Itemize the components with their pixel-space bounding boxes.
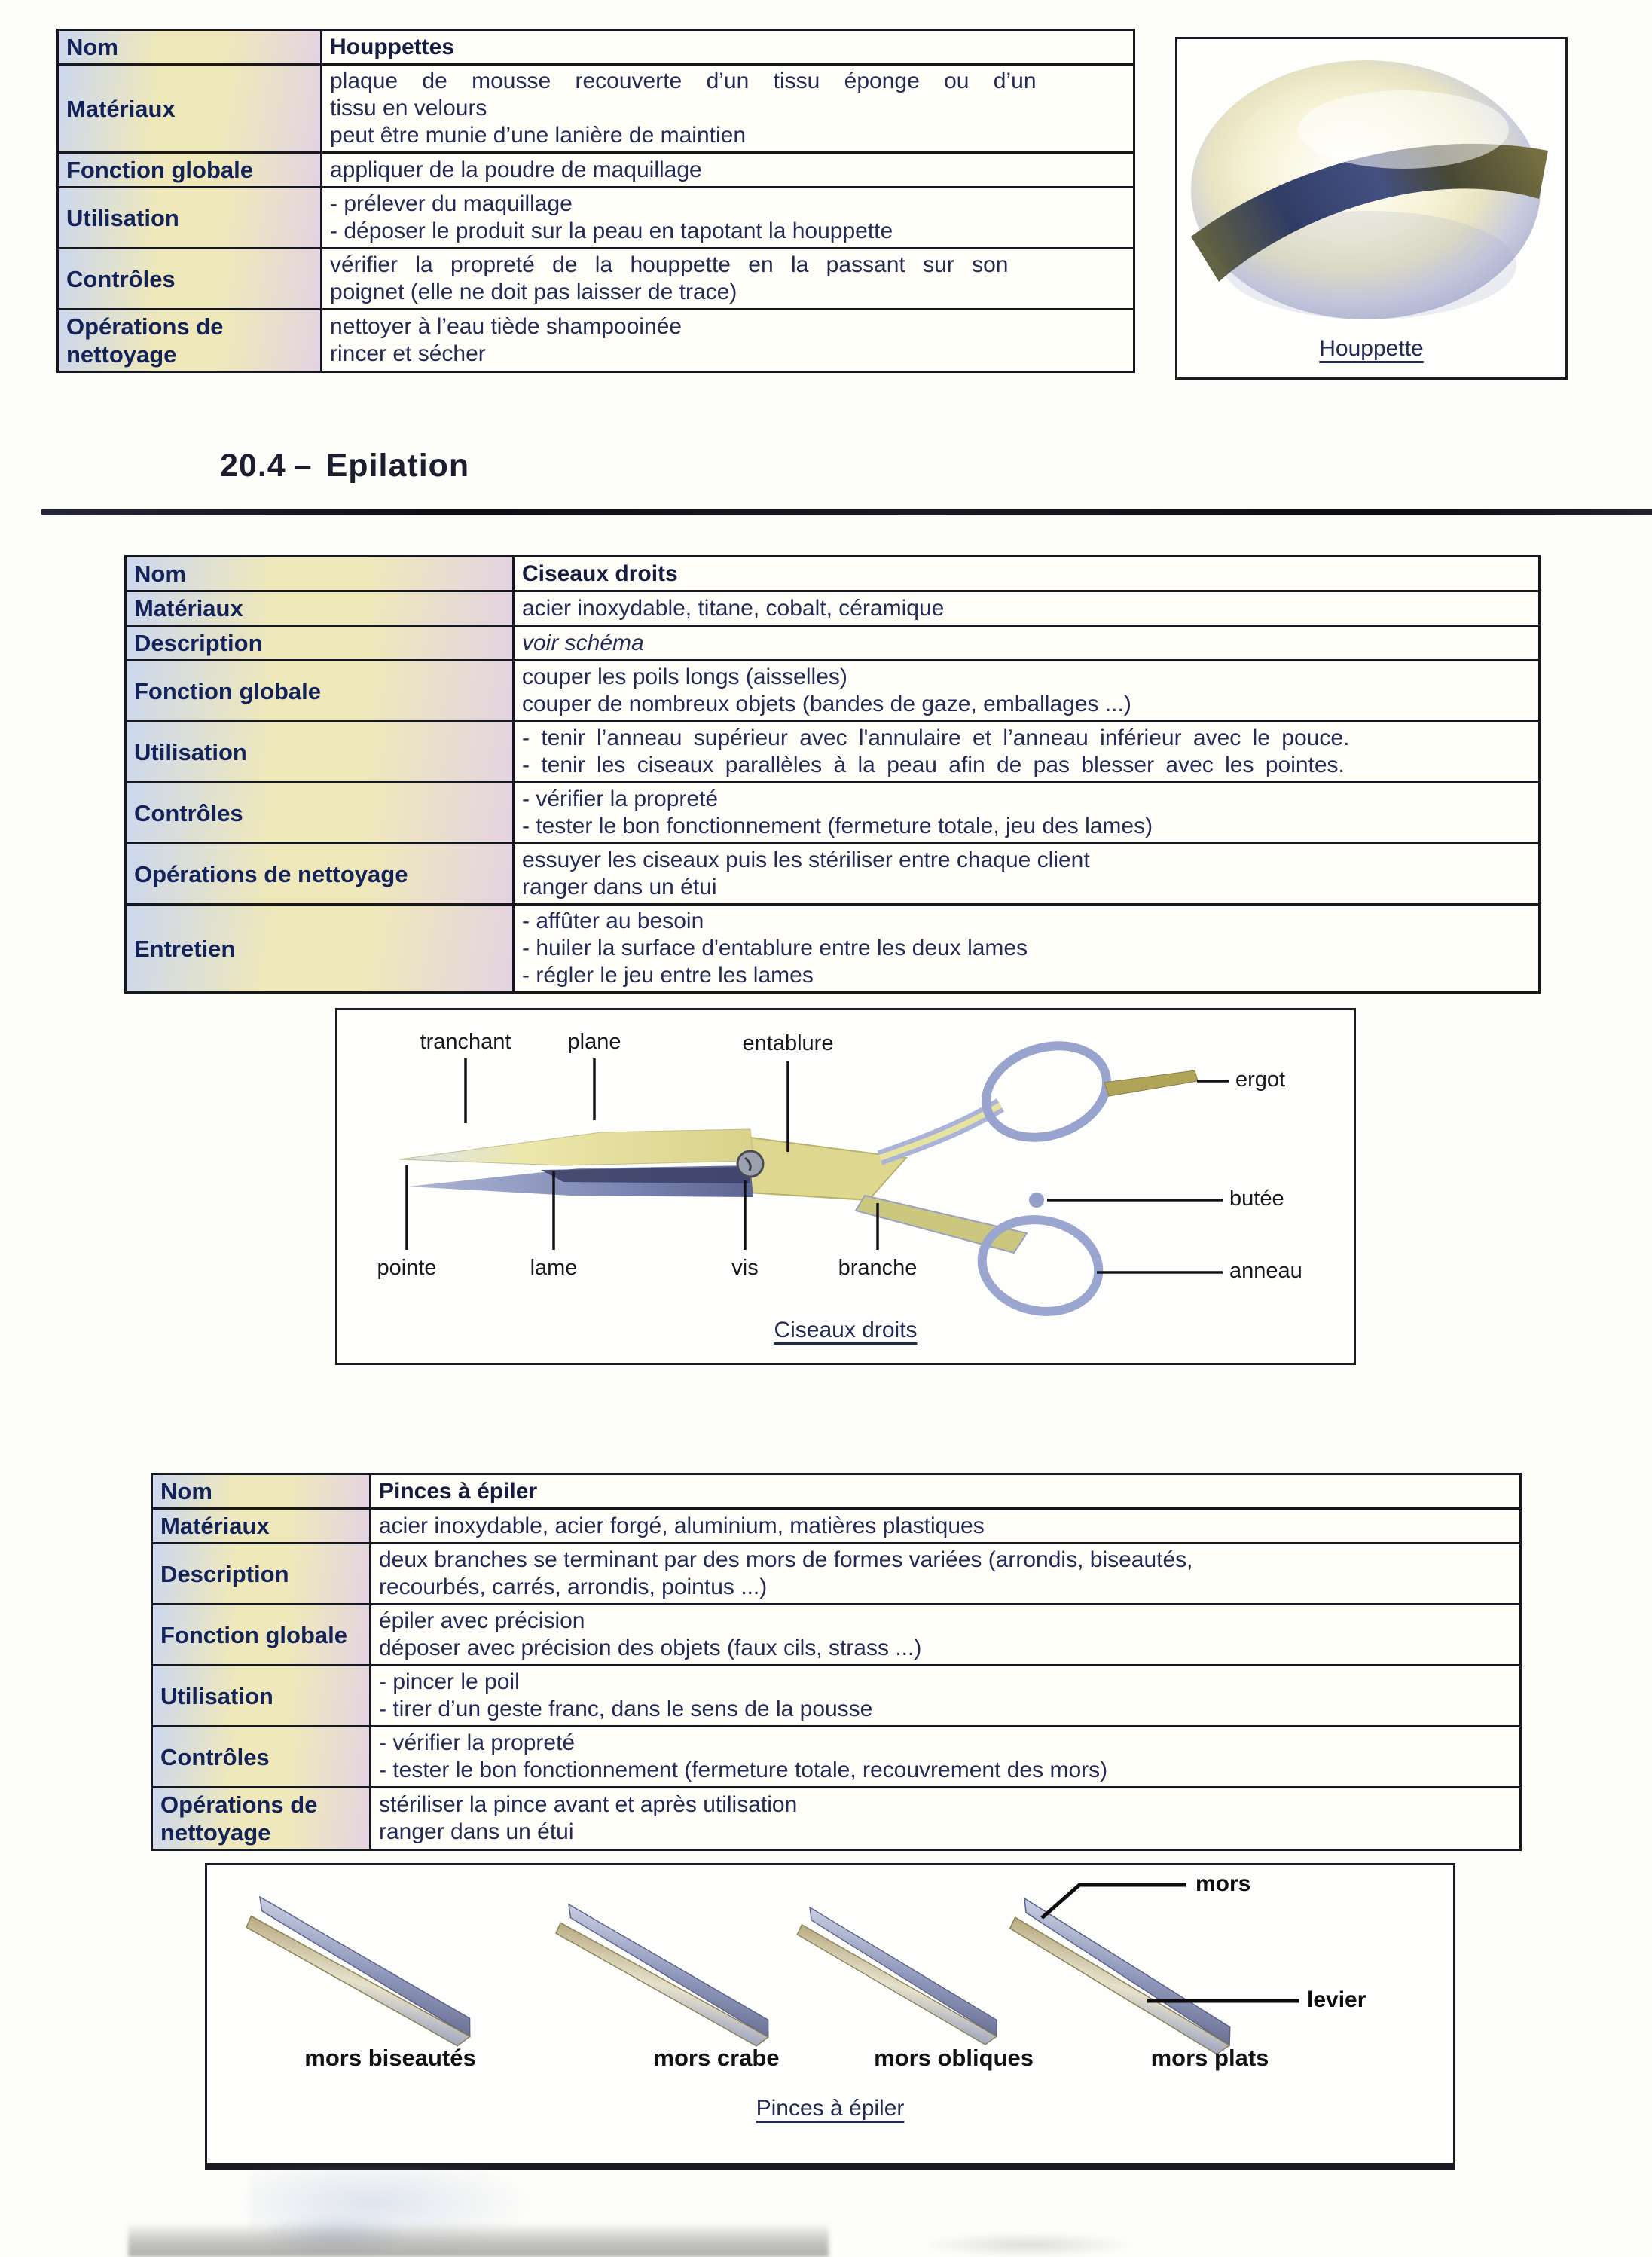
table-row <box>58 153 1134 188</box>
table-row <box>58 249 1134 310</box>
text-line: couper les poils longs (aisselles) <box>522 664 847 689</box>
text-line: - vérifier la propreté <box>522 786 719 811</box>
row-value <box>322 310 1134 372</box>
table-row <box>152 1474 1521 1509</box>
section-separator: – <box>293 447 313 484</box>
row-label: Nom <box>58 30 322 65</box>
table-row <box>126 722 1540 783</box>
text-line: recourbés, carrés, arrondis, pointus ...) <box>379 1574 768 1599</box>
text-line: - régler le jeu entre les lames <box>522 963 814 988</box>
row-label: Opérations de nettoyage <box>58 310 322 372</box>
text-line: - tenir les ciseaux parallèles à la peau afin de pas blesser avec les pointes. <box>522 753 1345 777</box>
row-value <box>514 722 1540 783</box>
row-label: Nom <box>126 557 514 591</box>
table-row <box>152 1666 1521 1727</box>
text-line: déposer avec précision des objets (faux cils, strass ...) <box>379 1635 922 1660</box>
text-line: - prélever du maquillage <box>330 191 573 216</box>
powder-puff-illustration <box>1177 39 1561 333</box>
text-line: - tester le bon fonctionnement (fermeture totale, recouvrement des mors) <box>379 1758 1108 1782</box>
scissors-part-label: entablure <box>742 1031 834 1055</box>
ciseaux-droits-figure <box>335 1008 1356 1365</box>
text-line: - tenir l’anneau supérieur avec l'annulaire et l’anneau inférieur avec le pouce. <box>522 725 1350 750</box>
figure-caption: Ciseaux droits <box>774 1318 918 1342</box>
text-line: peut être munie d’une lanière de maintien <box>330 123 747 148</box>
text-line: vérifier la propreté de la houppette en la passant sur son <box>330 252 1009 277</box>
table-row <box>126 626 1540 661</box>
scissors-part-label: butée <box>1229 1187 1284 1211</box>
houppette-figure <box>1175 37 1568 380</box>
text-line: acier inoxydable, titane, cobalt, céramique <box>522 595 945 621</box>
row-value <box>514 783 1540 844</box>
houppettes-table <box>56 29 1135 373</box>
row-label: Description <box>126 626 514 661</box>
table-row <box>126 661 1540 722</box>
row-value <box>371 1605 1521 1666</box>
pinces-a-epiler-figure <box>205 1863 1455 2170</box>
table-row <box>152 1727 1521 1788</box>
scissors-part-label: lame <box>530 1256 578 1280</box>
ciseaux-droits-table <box>124 555 1541 994</box>
table-row <box>126 591 1540 626</box>
text-line: ranger dans un étui <box>522 875 717 899</box>
row-label: Contrôles <box>152 1727 371 1788</box>
text-line: Ciseaux droits <box>522 560 678 586</box>
scissors-part-label: plane <box>567 1030 621 1054</box>
section-heading <box>220 447 469 484</box>
text-line: Pinces à épiler <box>379 1478 538 1504</box>
figure-caption: Houppette <box>1319 336 1424 361</box>
row-label: Contrôles <box>126 783 514 844</box>
tweezer-type-label: mors biseautés <box>304 2045 476 2071</box>
text-line: voir schéma <box>522 630 644 655</box>
row-value <box>514 905 1540 993</box>
row-value <box>322 249 1134 310</box>
text-line: - vérifier la propreté <box>379 1730 576 1755</box>
row-value <box>322 153 1134 188</box>
text-line: tissu en velours <box>330 96 487 121</box>
tweezer-type-label: mors plats <box>1150 2045 1269 2071</box>
table-row <box>126 557 1540 591</box>
table-row <box>58 188 1134 249</box>
scissors-part-label: branche <box>838 1256 918 1280</box>
scissors-part-label: ergot <box>1235 1067 1286 1092</box>
row-value <box>371 1666 1521 1727</box>
text-line: rincer et sécher <box>330 341 486 366</box>
row-label: Description <box>152 1544 371 1605</box>
row-label: Utilisation <box>126 722 514 783</box>
row-value <box>514 591 1540 626</box>
section-divider <box>41 509 1652 515</box>
table-row <box>58 310 1134 372</box>
row-label: Fonction globale <box>126 661 514 722</box>
scissors-part-label: pointe <box>377 1256 437 1280</box>
row-value <box>322 65 1134 153</box>
row-label: Utilisation <box>152 1666 371 1727</box>
text-line: essuyer les ciseaux puis les stériliser entre chaque client <box>522 848 1090 872</box>
row-label: Fonction globale <box>58 153 322 188</box>
text-line: nettoyer à l’eau tiède shampooinée <box>330 314 682 339</box>
scan-smudge <box>249 2168 535 2255</box>
table-row <box>152 1788 1521 1850</box>
tweezer-type-label: mors obliques <box>874 2045 1034 2071</box>
text-line: deux branches se terminant par des mors de formes variées (arrondis, biseautés, <box>379 1547 1193 1572</box>
row-label: Utilisation <box>58 188 322 249</box>
table-row <box>58 65 1134 153</box>
section-number: 20.4 <box>220 447 286 484</box>
row-value <box>371 1544 1521 1605</box>
row-value <box>322 30 1134 65</box>
scissors-illustration <box>337 1010 1354 1358</box>
pinces-a-epiler-table <box>151 1473 1522 1851</box>
text-line: - pincer le poil <box>379 1669 520 1694</box>
row-label: Contrôles <box>58 249 322 310</box>
scissors-part-label: vis <box>731 1256 759 1280</box>
row-value <box>514 844 1540 905</box>
text-line: appliquer de la poudre de maquillage <box>330 157 702 182</box>
text-line: plaque de mousse recouverte d’un tissu éponge ou d’un <box>330 69 1037 93</box>
text-line: - tester le bon fonctionnement (fermeture totale, jeu des lames) <box>522 814 1153 838</box>
row-value <box>514 557 1540 591</box>
row-label: Opérations de nettoyage <box>152 1788 371 1850</box>
scan-smudge <box>264 2213 407 2257</box>
scan-smudge <box>927 2233 1130 2257</box>
row-value <box>371 1474 1521 1509</box>
text-line: acier inoxydable, acier forgé, aluminium, matières plastiques <box>379 1513 985 1538</box>
text-line: couper de nombreux objets (bandes de gaze, emballages ...) <box>522 692 1131 716</box>
text-line: - affûter au besoin <box>522 909 704 933</box>
row-value <box>371 1509 1521 1544</box>
tweezer-part-label: mors <box>1195 1871 1251 1896</box>
text-line: ranger dans un étui <box>379 1819 574 1844</box>
tweezer-part-label: levier <box>1307 1987 1366 2012</box>
row-value <box>514 661 1540 722</box>
table-row <box>126 783 1540 844</box>
row-label: Fonction globale <box>152 1605 371 1666</box>
row-label: Opérations de nettoyage <box>126 844 514 905</box>
text-line: stériliser la pince avant et après utilisation <box>379 1792 798 1817</box>
row-label: Matériaux <box>126 591 514 626</box>
scan-smudge <box>128 2222 829 2257</box>
section-title: Epilation <box>325 447 470 484</box>
row-value <box>322 188 1134 249</box>
row-label: Entretien <box>126 905 514 993</box>
text-line: poignet (elle ne doit pas laisser de trace) <box>330 279 737 304</box>
figure-caption: Pinces à épiler <box>756 2096 905 2121</box>
row-value <box>514 626 1540 661</box>
text-line: - déposer le produit sur la peau en tapotant la houppette <box>330 218 893 243</box>
row-value <box>371 1788 1521 1850</box>
tweezer-type-label: mors crabe <box>653 2045 780 2071</box>
text-line: - huiler la surface d'entablure entre les deux lames <box>522 936 1028 961</box>
text-line: épiler avec précision <box>379 1608 585 1633</box>
table-row <box>152 1509 1521 1544</box>
scissors-part-label: anneau <box>1229 1259 1302 1283</box>
table-row <box>126 844 1540 905</box>
table-row <box>58 30 1134 65</box>
table-row <box>152 1605 1521 1666</box>
row-value <box>371 1727 1521 1788</box>
row-label: Nom <box>152 1474 371 1509</box>
text-line: Houppettes <box>330 34 454 60</box>
row-label: Matériaux <box>58 65 322 153</box>
table-row <box>152 1544 1521 1605</box>
table-row <box>126 905 1540 993</box>
text-line: - tirer d’un geste franc, dans le sens de la pousse <box>379 1697 873 1721</box>
row-label: Matériaux <box>152 1509 371 1544</box>
scissors-part-label: tranchant <box>420 1030 511 1054</box>
